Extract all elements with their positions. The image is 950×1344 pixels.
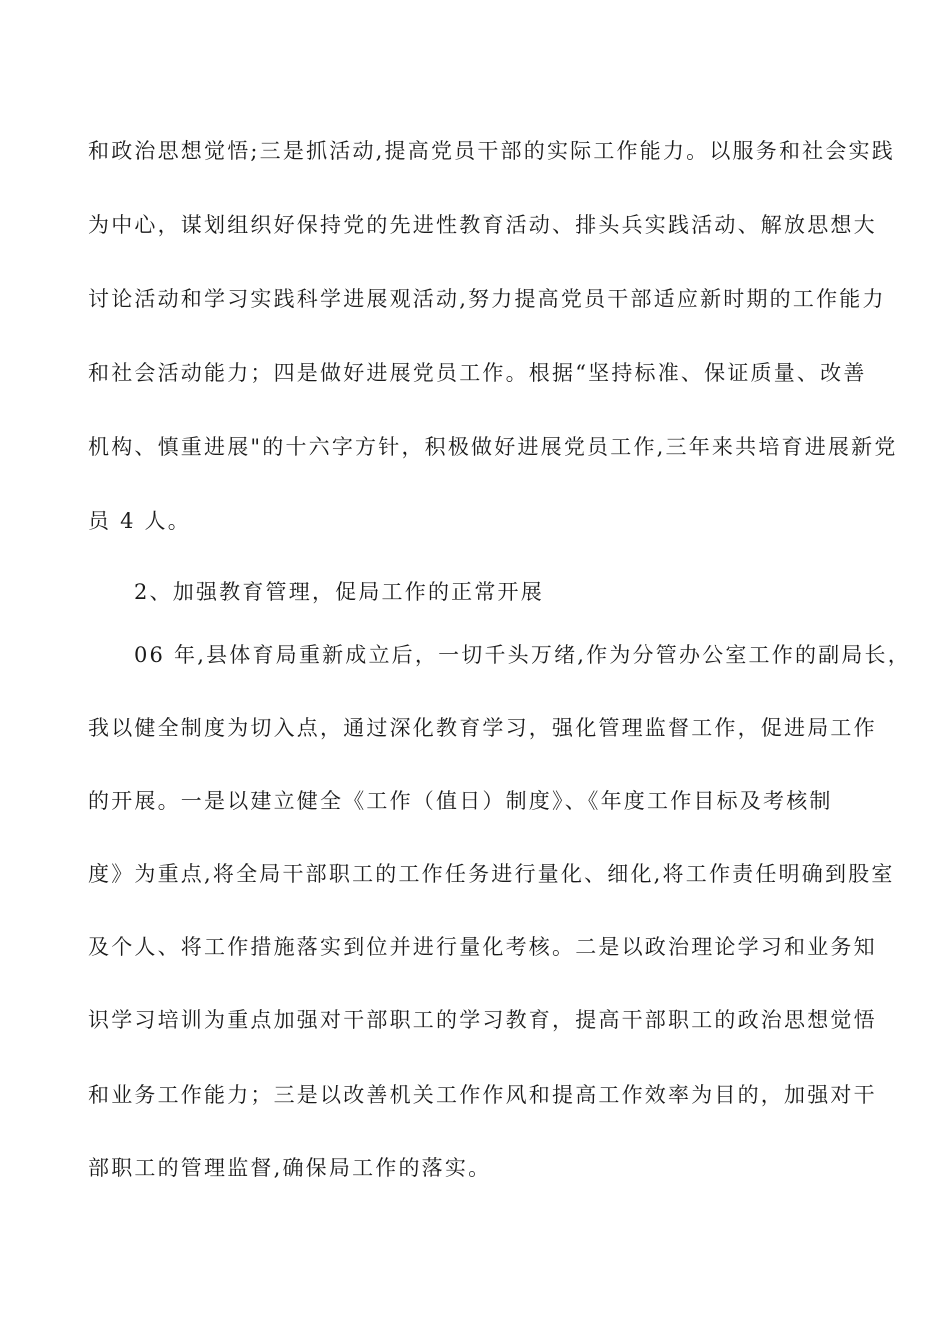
text-line: 的开展。一是以建立健全《工作（值日）制度》、《年度工作目标及考核制 [88, 789, 833, 813]
text-line: 及个人、将工作措施落实到位并进行量化考核。二是以政治理论学习和业务知 [88, 935, 877, 959]
text-line: 讨论活动和学习实践科学进展观活动,努力提高党员干部适应新时期的工作能力 [88, 287, 886, 311]
text-line: 我以健全制度为切入点，通过深化教育学习，强化管理监督工作，促进局工作 [88, 716, 877, 740]
text-line: 为中心，谋划组织好保持党的先进性教育活动、排头兵实践活动、解放思想大 [88, 213, 877, 237]
text-line: 和政治思想觉悟;三是抓活动,提高党员干部的实际工作能力。以服务和社会实践 [88, 139, 895, 163]
section-heading: 2、加强教育管理，促局工作的正常开展 [134, 580, 544, 604]
paragraph-first-line: 06 年,县体育局重新成立后，一切千头万绪,作为分管办公室工作的副局长， [134, 643, 911, 667]
text-line: 机构、慎重进展"的十六字方针，积极做好进展党员工作,三年来共培育进展新党 [88, 435, 898, 459]
text-line: 度》为重点,将全局干部职工的工作任务进行量化、细化,将工作责任明确到股室 [88, 862, 895, 886]
text-line: 部职工的管理监督,确保局工作的落实。 [88, 1156, 492, 1180]
text-line: 和业务工作能力；三是以改善机关工作作风和提高工作效率为目的，加强对干 [88, 1083, 877, 1107]
text-line: 和社会活动能力；四是做好进展党员工作。根据“坚持标准、保证质量、改善 [88, 361, 867, 385]
text-line: 识学习培训为重点加强对干部职工的学习教育，提高干部职工的政治思想觉悟 [88, 1008, 877, 1032]
text-line: 员 4 人。 [88, 509, 191, 533]
